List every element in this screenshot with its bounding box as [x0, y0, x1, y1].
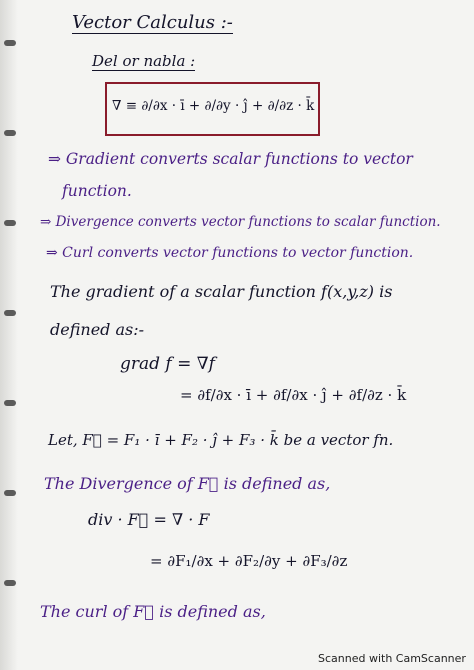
curl-intro: The curl of F⃗ is defined as,: [40, 602, 266, 621]
notebook-binding: [0, 0, 18, 670]
gradient-intro-line-1: The gradient of a scalar function f(x,y,z) is: [50, 282, 393, 301]
divergence-intro: The Divergence of F⃗ is defined as,: [44, 474, 331, 493]
divergence-equation-2: = ∂F₁/∂x + ∂F₂/∂y + ∂F₃/∂z: [150, 552, 348, 570]
nabla-definition: ∇ ≡ ∂/∂x · ī + ∂/∂y · ĵ + ∂/∂z · k̄: [112, 98, 315, 114]
divergence-equation-1: div · F⃗ = ∇ · F: [88, 510, 210, 529]
bullet-gradient: ⇒ Gradient converts scalar functions to vector: [48, 150, 413, 168]
gradient-intro-line-2: defined as:-: [50, 320, 145, 339]
binding-ring: [4, 490, 16, 496]
bullet-divergence: ⇒ Divergence converts vector functions to scalar function.: [40, 214, 441, 230]
page-title: Vector Calculus :-: [72, 12, 233, 33]
binding-ring: [4, 580, 16, 586]
binding-ring: [4, 40, 16, 46]
del-heading: Del or nabla :: [92, 52, 196, 70]
grad-equation-2: = ∂f/∂x · ī + ∂f/∂x · ĵ + ∂f/∂z · k̄: [180, 386, 407, 404]
binding-ring: [4, 130, 16, 136]
bullet-curl: ⇒ Curl converts vector functions to vector function.: [46, 245, 414, 261]
bullet-gradient-cont: function.: [62, 182, 132, 200]
binding-ring: [4, 310, 16, 316]
grad-equation-1: grad f = ∇f: [120, 354, 215, 374]
binding-ring: [4, 220, 16, 226]
binding-ring: [4, 400, 16, 406]
vector-function-line: Let, F⃗ = F₁ · ī + F₂ · ĵ + F₃ · k̄ be a vector fn.: [48, 431, 394, 449]
scanner-watermark: Scanned with CamScanner: [318, 652, 466, 665]
